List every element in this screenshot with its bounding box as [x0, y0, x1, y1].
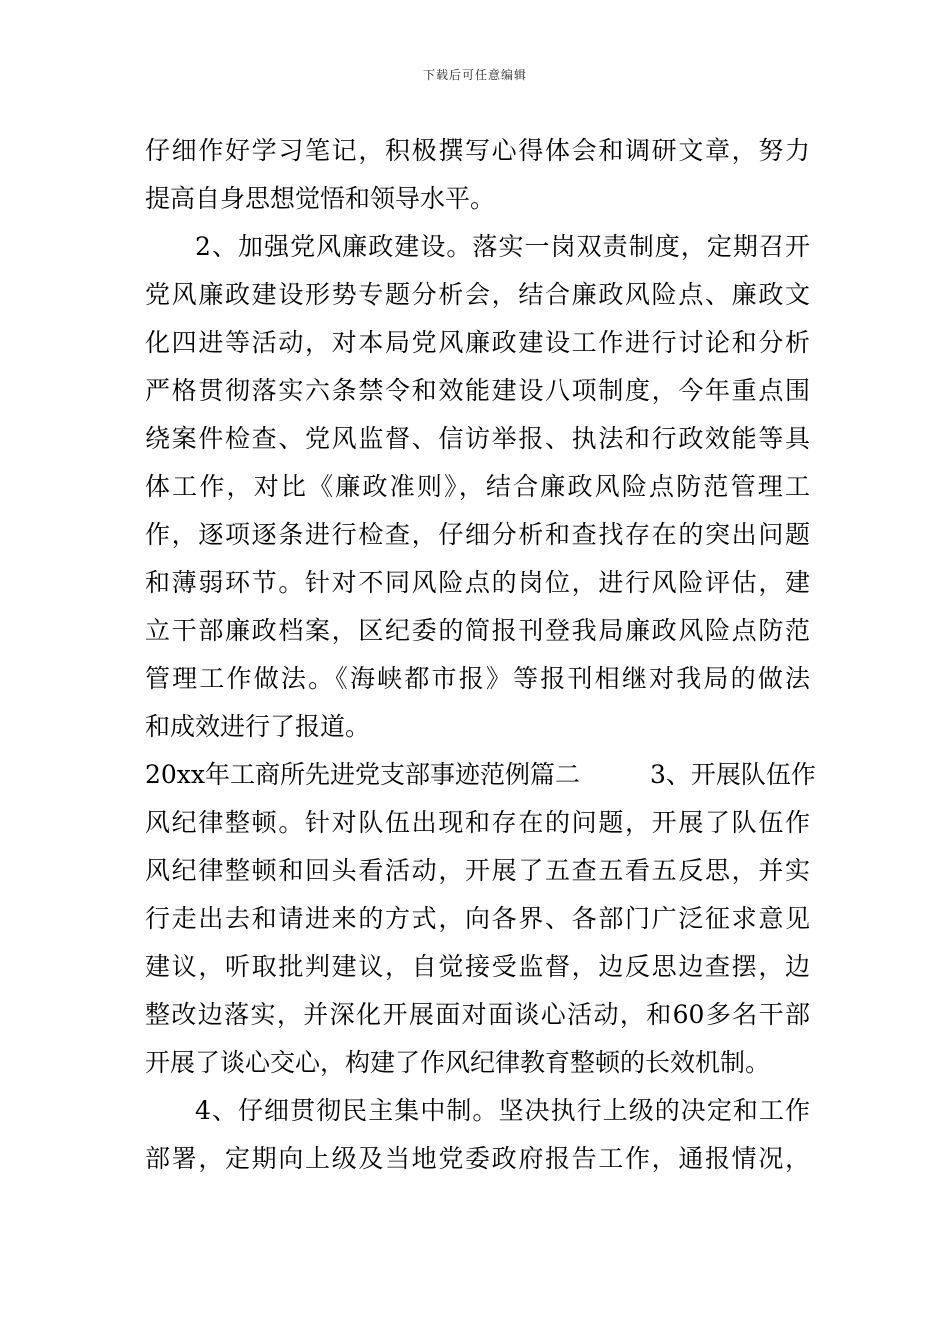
text-line: 开展了谈心交心，构建了作风纪律教育整顿的长效机制。 — [145, 1048, 771, 1077]
text-line: 化四进等活动，对本局党风廉政建设工作进行讨论和分析 — [145, 328, 810, 357]
text-line: 和成效进行了报道。 — [145, 712, 371, 741]
text-line: 和薄弱环节。针对不同风险点的岗位，进行风险评估，建 — [145, 568, 810, 597]
text-line: 建议，听取批判建议，自觉接受监督，边反思边查摆，边 — [145, 952, 810, 981]
section-title: 20xx年工商所先进党支部事迹范例篇二 — [145, 760, 581, 789]
header-note: 下载后可任意编辑 — [422, 68, 527, 82]
section-continuation: 3、开展队伍作 — [650, 760, 816, 789]
text-line: 立干部廉政档案，区纪委的简报刊登我局廉政风险点防范 — [145, 616, 810, 645]
text-line: 整改边落实，并深化开展面对面谈心活动，和60多名干部 — [145, 1000, 810, 1029]
text-line: 党风廉政建设形势专题分析会，结合廉政风险点、廉政文 — [145, 280, 810, 309]
text-line: 风纪律整顿和回头看活动，开展了五查五看五反思，并实 — [145, 856, 810, 885]
section-heading-line — [145, 751, 816, 799]
text-line: 部署，定期向上级及当地党委政府报告工作，通报情况， — [145, 1144, 810, 1173]
text-line: 4、仔细贯彻民主集中制。坚决执行上级的决定和工作 — [195, 1096, 810, 1125]
text-line: 风纪律整顿。针对队伍出现和存在的问题，开展了队伍作 — [145, 808, 810, 837]
body-text — [145, 127, 816, 1183]
text-line: 作，逐项逐条进行检查，仔细分析和查找存在的突出问题 — [145, 520, 810, 549]
text-line: 行走出去和请进来的方式，向各界、各部门广泛征求意见 — [145, 904, 810, 933]
text-line: 2、加强党风廉政建设。落实一岗双责制度，定期召开 — [195, 232, 810, 261]
text-line: 管理工作做法。《海峡都市报》等报刊相继对我局的做法 — [145, 664, 810, 693]
text-line: 仔细作好学习笔记，积极撰写心得体会和调研文章，努力 — [145, 136, 810, 165]
text-line: 体工作，对比《廉政准则》，结合廉政风险点防范管理工 — [145, 472, 810, 501]
text-line: 绕案件检查、党风监督、信访举报、执法和行政效能等具 — [145, 424, 810, 453]
text-line: 提高自身思想觉悟和领导水平。 — [145, 184, 496, 213]
text-line: 严格贯彻落实六条禁令和效能建设八项制度，今年重点围 — [145, 376, 810, 405]
